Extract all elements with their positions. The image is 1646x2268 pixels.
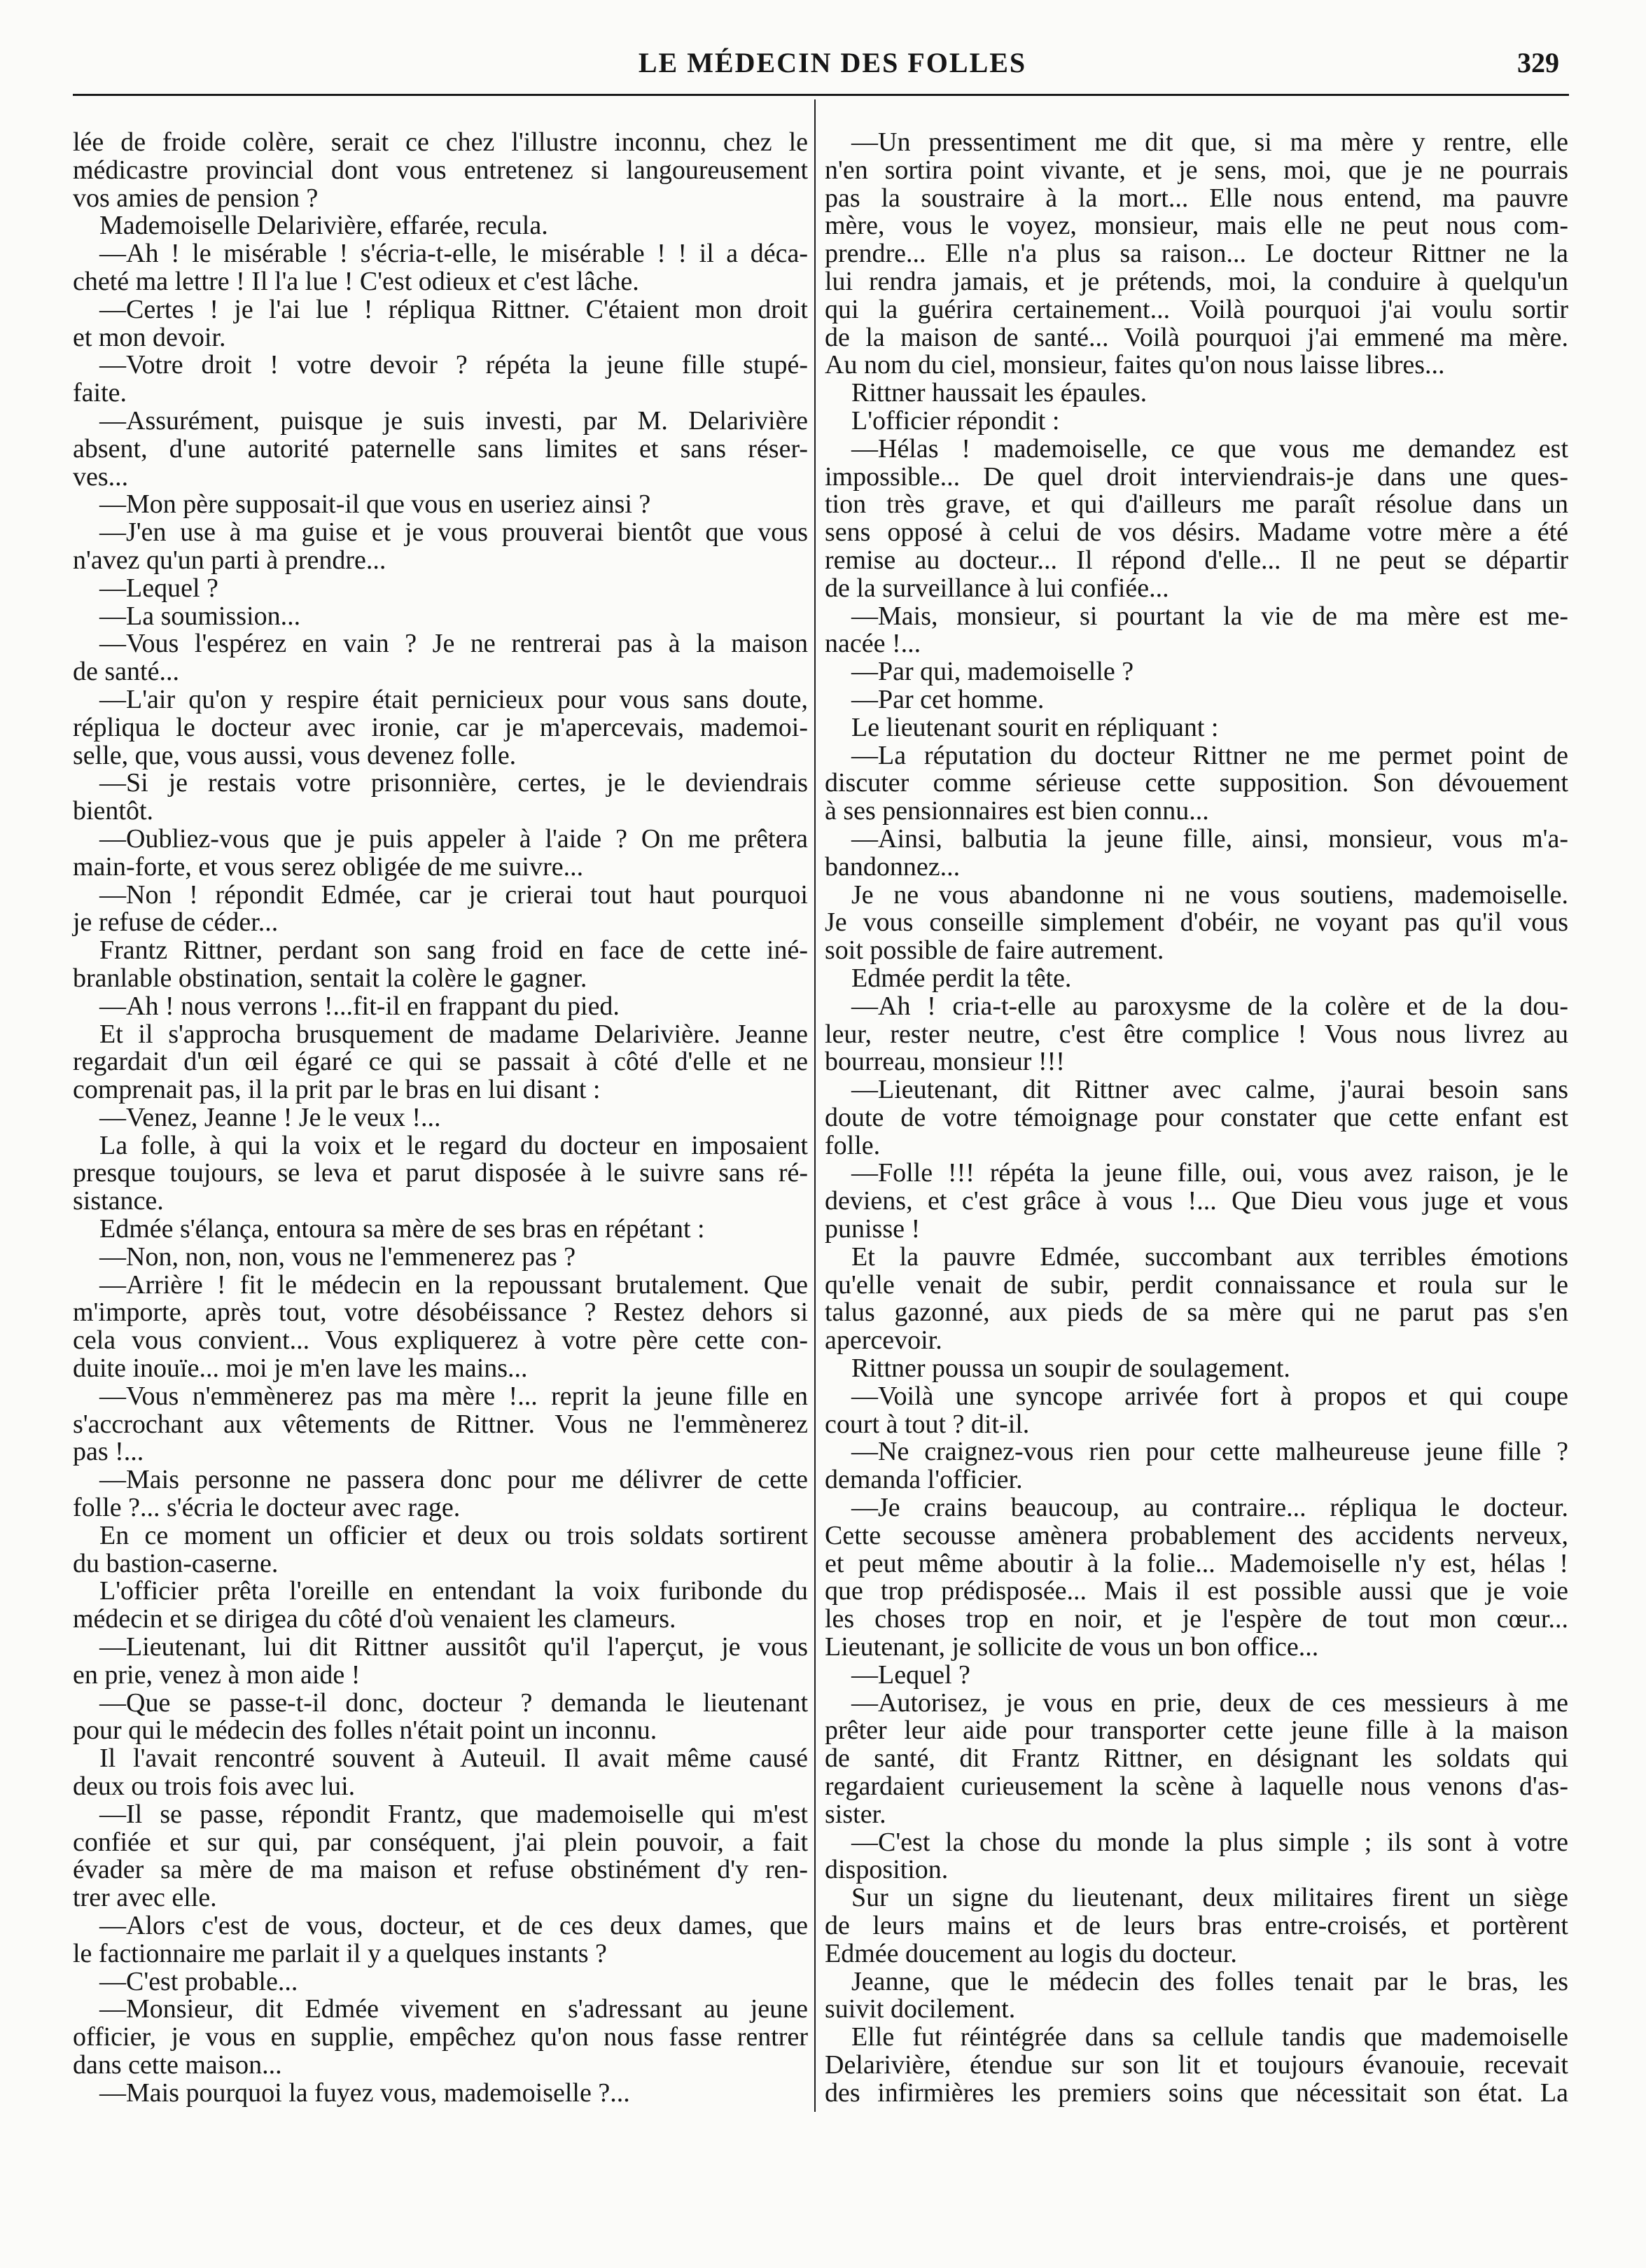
paragraph [825,405,1568,436]
text-line: —C'est probable... [99,1966,298,1996]
text-line: doute de votre témoignage pour constater que cette enfant est [825,1102,1568,1132]
paragraph [825,658,1568,686]
text-line: —Si je restais votre prisonnière, certes, je le deviendrais [99,768,808,798]
text-line: je refuse de céder... [73,907,279,938]
text-line: presque toujours, se leva et parut disposée à le suivre sans ré- [73,1158,808,1188]
text-line: qu'elle venait de subir, perdit connaissance et roula sur le [825,1269,1568,1300]
paragraph [73,1801,808,1912]
page-number: 329 [1517,47,1559,78]
text-line: des infirmières les premiers soins que nécessitait son état. La [825,2078,1568,2108]
text-line: tion très grave, et qui d'ailleurs me paraît résolue dans un [825,489,1568,520]
text-line: Je vous conseille simplement d'obéir, ne voyant pas qu'il vous [825,907,1568,938]
paragraph [825,1383,1568,1439]
text-line: et peut même aboutir à la folie... Mademoiselle n'y est, hélas ! [825,1548,1568,1578]
text-line: Le lieutenant sourit en répliquant : [851,712,1219,742]
paragraph [73,2080,808,2108]
text-line: —Vous n'emmènerez pas ma mère !... reprit la jeune fille en [99,1381,808,1411]
left-column [73,129,808,2108]
text-line: et mon devoir. [73,322,226,352]
paragraph [73,1912,808,1968]
text-line: talus gazonné, aux pieds de sa mère qui ne parut pas s'en [825,1298,1568,1328]
text-line: L'officier prêta l'oreille en entendant la voix furibonde du [99,1576,808,1606]
text-line: en prie, venez à mon aide ! [73,1660,361,1690]
text-line: cela vous convient... Vous expliquerez à votre père cette con- [73,1326,808,1356]
text-line: —Lequel ? [99,573,218,603]
text-line: de santé... [73,657,179,687]
right-column [825,129,1568,2108]
paragraph [73,1690,808,1746]
text-line: —Voilà une syncope arrivée fort à propos et qui coupe [851,1381,1568,1411]
paragraph [73,1216,808,1244]
text-line: L'officier répondit : [851,405,1060,436]
text-line: du bastion-caserne. [73,1548,279,1578]
paragraph [73,823,808,882]
text-line: disposition. [825,1855,949,1885]
paragraph [825,1829,1568,1885]
text-line: —Mais pourquoi la fuyez vous, mademoiselle ?... [99,2078,630,2108]
paragraph [73,1021,808,1104]
text-line: bourreau, monsieur !!! [825,1047,1065,1077]
text-line: pas la soustraire à la mort... Elle nous entend, ma pauvre [825,183,1568,213]
text-line: Et il s'approcha brusquement de madame Delarivière. Jeanne [99,1019,808,1049]
text-line: —Alors c'est de vous, docteur, et de ces deux dames, que [99,1911,808,1940]
text-line: Rittner poussa un soupir de soulagement. [851,1354,1290,1384]
text-line: apercevoir. [825,1326,942,1356]
text-line: les choses trop en noir, et je l'espère de tout mon cœur... [825,1604,1568,1634]
text-line: n'avez qu'un parti à prendre... [73,545,386,575]
text-line: —Lequel ? [851,1660,970,1690]
text-line: sister. [825,1799,886,1829]
text-line: Au nom du ciel, monsieur, faites qu'on nous laisse libres... [825,350,1445,380]
paragraph [73,1968,808,1996]
paragraph [73,630,808,686]
text-line: —Non, non, non, vous ne l'emmenerez pas ? [99,1241,576,1272]
text-line: —C'est la chose du monde la plus simple ; ils sont à votre [851,1827,1568,1857]
text-line: nacée !... [825,629,921,659]
text-line: deux ou trois fois avec lui. [73,1772,356,1802]
paragraph [825,993,1568,1076]
text-line: médicastre provincial dont vous entretenez si langoureusement [73,155,808,185]
text-line: comprenait pas, il la prit par le bras en lui disant : [73,1075,601,1105]
text-line: dans cette maison... [73,2050,282,2080]
text-line: Rittner haussait les épaules. [851,378,1148,408]
paragraph [825,603,1568,659]
text-line: —L'air qu'on y respire était pernicieux pour vous sans doute, [99,684,808,714]
text-line: le factionnaire me parlait il y a quelques instants ? [73,1938,607,1968]
text-line: médecin et se dirigea du côté d'où venaient les clameurs. [73,1604,676,1634]
text-line: de santé, dit Frantz Rittner, en désignant les soldats qui [825,1744,1568,1774]
text-line: —Mais personne ne passera donc pour me délivrer de cette [99,1465,808,1495]
text-line: demanda l'officier. [825,1465,1023,1495]
paragraph [73,1745,808,1801]
text-line: discuter comme sérieuse cette supposition. Son dévouement [825,768,1568,798]
text-line: Je ne vous abandonne ni ne vous soutiens, mademoiselle. [851,879,1568,910]
paragraph [825,1438,1568,1494]
paragraph [73,1241,808,1272]
paragraph [825,433,1568,603]
text-line: —Lieutenant, dit Rittner avec calme, j'aurai besoin sans [851,1075,1568,1105]
text-line: —Il se passe, répondit Frantz, que mademoiselle qui m'est [99,1799,808,1829]
paragraph [825,742,1568,826]
text-line: m'importe, après tout, votre désobéissance ? Restez dehors si [73,1298,808,1328]
text-line: —Mon père supposait-il que vous en useriez ainsi ? [99,489,651,520]
paragraph [73,129,808,212]
text-line: lui rendra jamais, et je prétends, moi, la conduire à quelqu'un [825,266,1568,296]
text-line: sens opposé à celui de vos désirs. Madame votre mère a été [825,517,1568,548]
paragraph [825,1355,1568,1383]
text-line: —La soumission... [99,601,301,631]
text-line: —Vous l'espérez en vain ? Je ne rentrerai pas à la maison [99,629,808,659]
text-line: impossible... De quel droit interviendrais-je dans une ques- [825,461,1568,492]
text-line: confiée et sur qui, par conséquent, j'ai plein pouvoir, a fait [73,1827,808,1857]
paragraph [825,2024,1568,2107]
text-line: —Folle !!! répéta la jeune fille, oui, vous avez raison, je le [851,1158,1568,1188]
text-line: Et la pauvre Edmée, succombant aux terribles émotions [851,1241,1568,1272]
text-line: —Assurément, puisque je suis investi, par M. Delarivière [99,405,808,436]
header-rule [73,94,1569,96]
text-line: —Ainsi, balbutia la jeune fille, ainsi, monsieur, vous m'a- [851,823,1568,854]
text-line: Elle fut réintégrée dans sa cellule tandis que mademoiselle [851,2022,1568,2052]
paragraph [73,1466,808,1522]
paragraph [825,1884,1568,1968]
text-line: de la surveillance à lui confiée... [825,573,1169,603]
text-line: Il l'avait rencontré souvent à Auteuil. Il avait même causé [99,1744,808,1774]
paragraph [73,519,808,575]
paragraph [73,993,808,1021]
text-line: Edmée doucement au logis du docteur. [825,1938,1237,1968]
text-line: —La réputation du docteur Rittner ne me permet point de [851,740,1568,770]
text-line: punisse ! [825,1214,921,1244]
text-line: vos amies de pension ? [73,183,319,213]
text-line: faite. [73,378,127,408]
text-line: suivit docilement. [825,1994,1016,2024]
paragraph [73,296,808,352]
text-line: —Votre droit ! votre devoir ? répéta la jeune fille stupé- [99,350,808,380]
text-line: selle, que, vous aussi, vous devenez folle. [73,740,517,770]
text-line: Delarivière, étendue sur son lit et toujours évanouie, recevait [825,2050,1568,2080]
text-line: —Venez, Jeanne ! Je le veux !... [99,1102,441,1132]
text-line: évader sa mère de ma maison et refuse obstinément d'y ren- [73,1855,808,1885]
paragraph [73,1522,808,1578]
text-line: bandonnez... [825,851,961,882]
text-line: —Lieutenant, lui dit Rittner aussitôt qu'il l'aperçut, je vous [99,1632,808,1662]
text-line: —Mais, monsieur, si pourtant la vie de ma mère est me- [851,601,1568,631]
text-line: trer avec elle. [73,1883,217,1913]
text-line: Lieutenant, je sollicite de vous un bon office... [825,1632,1319,1662]
paragraph [73,686,808,770]
paragraph [73,575,808,603]
text-line: répliqua le docteur avec ironie, car je m'apercevais, mademoi- [73,712,808,742]
paragraph [825,1076,1568,1160]
text-line: —Ah ! cria-t-elle au paroxysme de la colère et de la dou- [851,991,1568,1021]
text-line: —Que se passe-t-il donc, docteur ? demanda le lieutenant [99,1688,808,1718]
paragraph [73,1996,808,2079]
paragraph [825,1160,1568,1243]
text-line: leur, rester neutre, c'est être complice ! Vous nous livrez au [825,1019,1568,1049]
paragraph [825,879,1568,966]
paragraph [73,1383,808,1466]
paragraph [73,937,808,993]
paragraph [73,491,808,519]
text-line: que trop prédisposée... Mais il est possible aussi que je voie [825,1576,1568,1606]
text-line: —Ah ! le misérable ! s'écria-t-elle, le misérable ! ! il a déca- [99,239,808,269]
text-line: —Je crains beaucoup, au contraire... répliqua le docteur. [851,1493,1568,1523]
paragraph [73,879,808,938]
text-line: prêter leur aide pour transporter cette jeune fille à la maison [825,1716,1568,1746]
text-line: Sur un signe du lieutenant, deux militaires firent un siège [851,1883,1568,1913]
text-line: Cette secousse amènera probablement des accidents nerveux, [825,1520,1568,1550]
paragraph [73,1104,808,1132]
text-line: Frantz Rittner, perdant son sang froid en face de cette iné- [99,935,808,966]
text-line: qui la guérira certainement... Voilà pourquoi j'ai voulu sortir [825,294,1568,324]
text-line: pour qui le médecin des folles n'était point un inconnu. [73,1716,657,1746]
paragraph [825,1662,1568,1690]
paragraph [73,1578,808,1634]
paragraph [825,129,1568,380]
paragraph [825,1690,1568,1829]
text-line: s'accrochant aux vêtements de Rittner. Vous ne l'emmènerez [73,1409,808,1439]
text-line: à ses pensionnaires est bien connu... [825,796,1209,826]
column-divider [814,99,816,2112]
running-title: LE MÉDECIN DES FOLLES [638,47,1027,78]
text-line: —Ne craignez-vous rien pour cette malheureuse jeune fille ? [851,1437,1568,1467]
text-line: branlable obstination, sentait la colère le gagner. [73,963,587,993]
text-line: cheté ma lettre ! Il l'a lue ! C'est odieux et c'est lâche. [73,266,639,296]
text-line: —Monsieur, dit Edmée vivement en s'adressant au jeune [99,1994,808,2024]
text-line: folle ?... s'écria le docteur avec rage. [73,1493,461,1523]
text-line: mère, vous le voyez, monsieur, mais elle ne peut nous com- [825,211,1568,241]
text-line: soit possible de faire autrement. [825,935,1164,966]
text-line: —Par cet homme. [851,684,1045,714]
text-line: —J'en use à ma guise et je vous prouverai bientôt que vous [99,517,808,548]
text-line: —Hélas ! mademoiselle, ce que vous me demandez est [851,433,1568,464]
paragraph [73,1132,808,1216]
paragraph [825,714,1568,742]
text-line: La folle, à qui la voix et le regard du docteur en imposaient [99,1130,808,1160]
paragraph [825,380,1568,408]
paragraph [73,240,808,296]
text-line: de leurs mains et de leurs bras entre-croisés, et portèrent [825,1911,1568,1940]
text-line: main-forte, et vous serez obligée de me suivre... [73,851,584,882]
text-line: sistance. [73,1186,164,1216]
text-line: ves... [73,461,129,492]
paragraph [73,1269,808,1384]
text-line: court à tout ? dit-il. [825,1409,1030,1439]
text-line: n'en sortira point vivante, et je sens, moi, que je ne pourrais [825,155,1568,185]
text-line: Jeanne, que le médecin des folles tenait par le bras, les [851,1966,1568,1996]
paragraph [73,603,808,631]
text-line: folle. [825,1130,881,1160]
paragraph [73,405,808,492]
text-line: —Un pressentiment me dit que, si ma mère y rentre, elle [851,127,1568,157]
text-line: regardait d'un œil égaré ce qui se passait à côté d'elle et ne [73,1047,808,1077]
text-line: —Autorisez, je vous en prie, deux de ces messieurs à me [851,1688,1568,1718]
text-line: remise au docteur... Il répond d'elle... Il ne peut se départir [825,545,1568,575]
text-line: —Oubliez-vous que je puis appeler à l'aide ? On me prêtera [99,823,808,854]
text-line: —Arrière ! fit le médecin en la repoussant brutalement. Que [99,1269,808,1300]
text-line: En ce moment un officier et deux ou trois soldats sortirent [99,1520,808,1550]
text-line: —Certes ! je l'ai lue ! répliqua Rittner. C'étaient mon droit [99,294,808,324]
text-line: Edmée s'élança, entoura sa mère de ses bras en répétant : [99,1214,705,1244]
text-line: bientôt. [73,796,154,826]
text-line: de la maison de santé... Voilà pourquoi j'ai emmené ma mère. [825,322,1568,352]
text-line: —Ah ! nous verrons !...fit-il en frappant du pied. [99,991,620,1021]
paragraph [825,1494,1568,1662]
text-line: —Par qui, mademoiselle ? [851,657,1134,687]
text-line: Mademoiselle Delarivière, effarée, recula. [99,211,548,241]
paragraph [73,770,808,826]
paragraph [73,212,808,240]
paragraph [73,1634,808,1690]
paragraph [73,352,808,408]
text-line: regardaient curieusement la scène à laquelle nous venons d'as- [825,1772,1568,1802]
text-line: lée de froide colère, serait ce chez l'illustre inconnu, chez le [73,127,808,157]
text-line: deviens, et c'est grâce à vous !... Que Dieu vous juge et vous [825,1186,1568,1216]
text-line: —Non ! répondit Edmée, car je crierai tout haut pourquoi [99,879,808,910]
paragraph [825,1968,1568,2024]
paragraph [825,1241,1568,1356]
text-line: prendre... Elle n'a plus sa raison... Le docteur Rittner ne la [825,239,1568,269]
text-line: Edmée perdit la tête. [851,963,1072,993]
text-line: officier, je vous en supplie, empêchez qu'on nous fasse rentrer [73,2022,808,2052]
paragraph [825,965,1568,993]
text-line: absent, d'une autorité paternelle sans limites et sans réser- [73,433,808,464]
paragraph [825,686,1568,714]
text-line: duite inouïe... moi je m'en lave les mains... [73,1354,528,1384]
paragraph [825,823,1568,882]
text-line: pas !... [73,1437,144,1467]
